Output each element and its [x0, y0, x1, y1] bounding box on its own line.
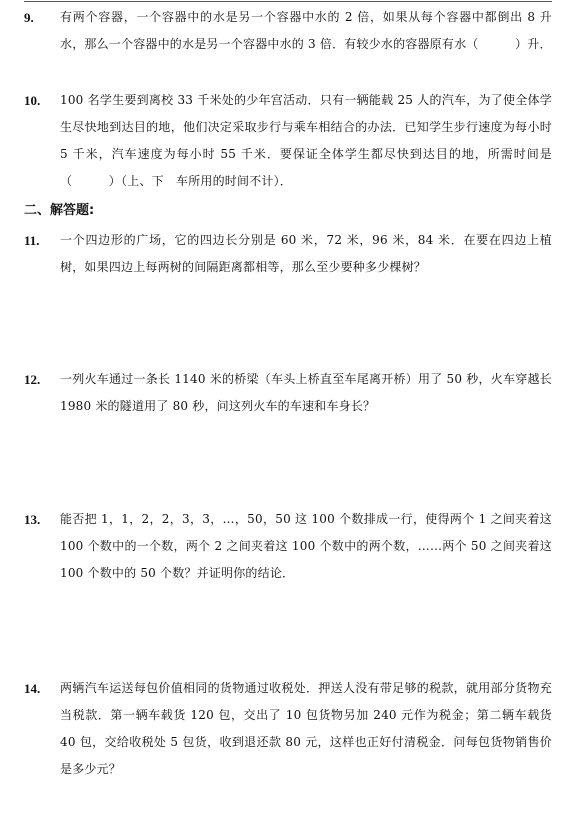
problem-text: 两辆汽车运送每包价值相同的货物通过收税处．押送人没有带足够的税款，就用部分货物充当税款．第一辆车载货 120 包，交出了 10 包货物另加 240 元作为税金；第二辆车载货 40 包，交给收税处 5 包货，收到退还款 80 元，这样也正好付清税金．问每包货物销售价是多少元？ [60, 681, 552, 776]
section-heading: 二、解答题: [24, 203, 95, 218]
problem-text: 一列火车通过一条长 1140 米的桥梁（车头上桥直至车尾离开桥）用了 50 秒，火车穿越长 1980 米的隧道用了 80 秒，问这列火车的车速和车身长？ [60, 372, 552, 413]
problem-number: 13. [24, 512, 41, 527]
problem-13 [24, 506, 552, 587]
problem-text: 有两个容器，一个容器中的水是另一个容器中水的 2 倍，如果从每个容器中都倒出 8 升水，那么一个容器中的水是另一个容器中水的 3 倍．有较少水的容器原有水（ ）升． [60, 10, 552, 51]
problem-number: 12. [24, 372, 41, 387]
problem-text: 100 名学生要到离校 33 千米处的少年宫活动．只有一辆能载 25 人的汽车，为了使全体学生尽快地到达目的地，他们决定采取步行与乘车相结合的办法．已知学生步行速度为每小时 5 千米，汽车速度为每小时 55 千米．要保证全体学生都尽快到达目的地，所需时间是（ ）（上、下 车所用的时间不计）． [60, 93, 552, 188]
problem-number: 14. [24, 681, 41, 696]
problem-number: 9. [24, 10, 34, 25]
problem-text: 能否把 1，1，2，2，3，3，…，50，50 这 100 个数排成一行，使得两个 1 之间夹着这 100 个数中的一个数，两个 2 之间夹着这 100 个数中的两个数，……两个 50 之间夹着这 100 个数中的 50 个数？并证明你的结论． [60, 512, 552, 580]
problem-text: 一个四边形的广场，它的四边长分别是 60 米，72 米，96 米，84 米．在要在四边上植树，如果四边上每两树的间隔距离都相等，那么至少要种多少棵树？ [60, 233, 552, 274]
problem-14 [24, 675, 552, 783]
top-divider [24, 1, 552, 2]
problem-11 [24, 227, 552, 281]
problem-number: 10. [24, 93, 41, 108]
problem-9 [24, 4, 552, 58]
problem-number: 11. [24, 233, 40, 248]
problem-10 [24, 87, 552, 195]
problem-12 [24, 366, 552, 420]
